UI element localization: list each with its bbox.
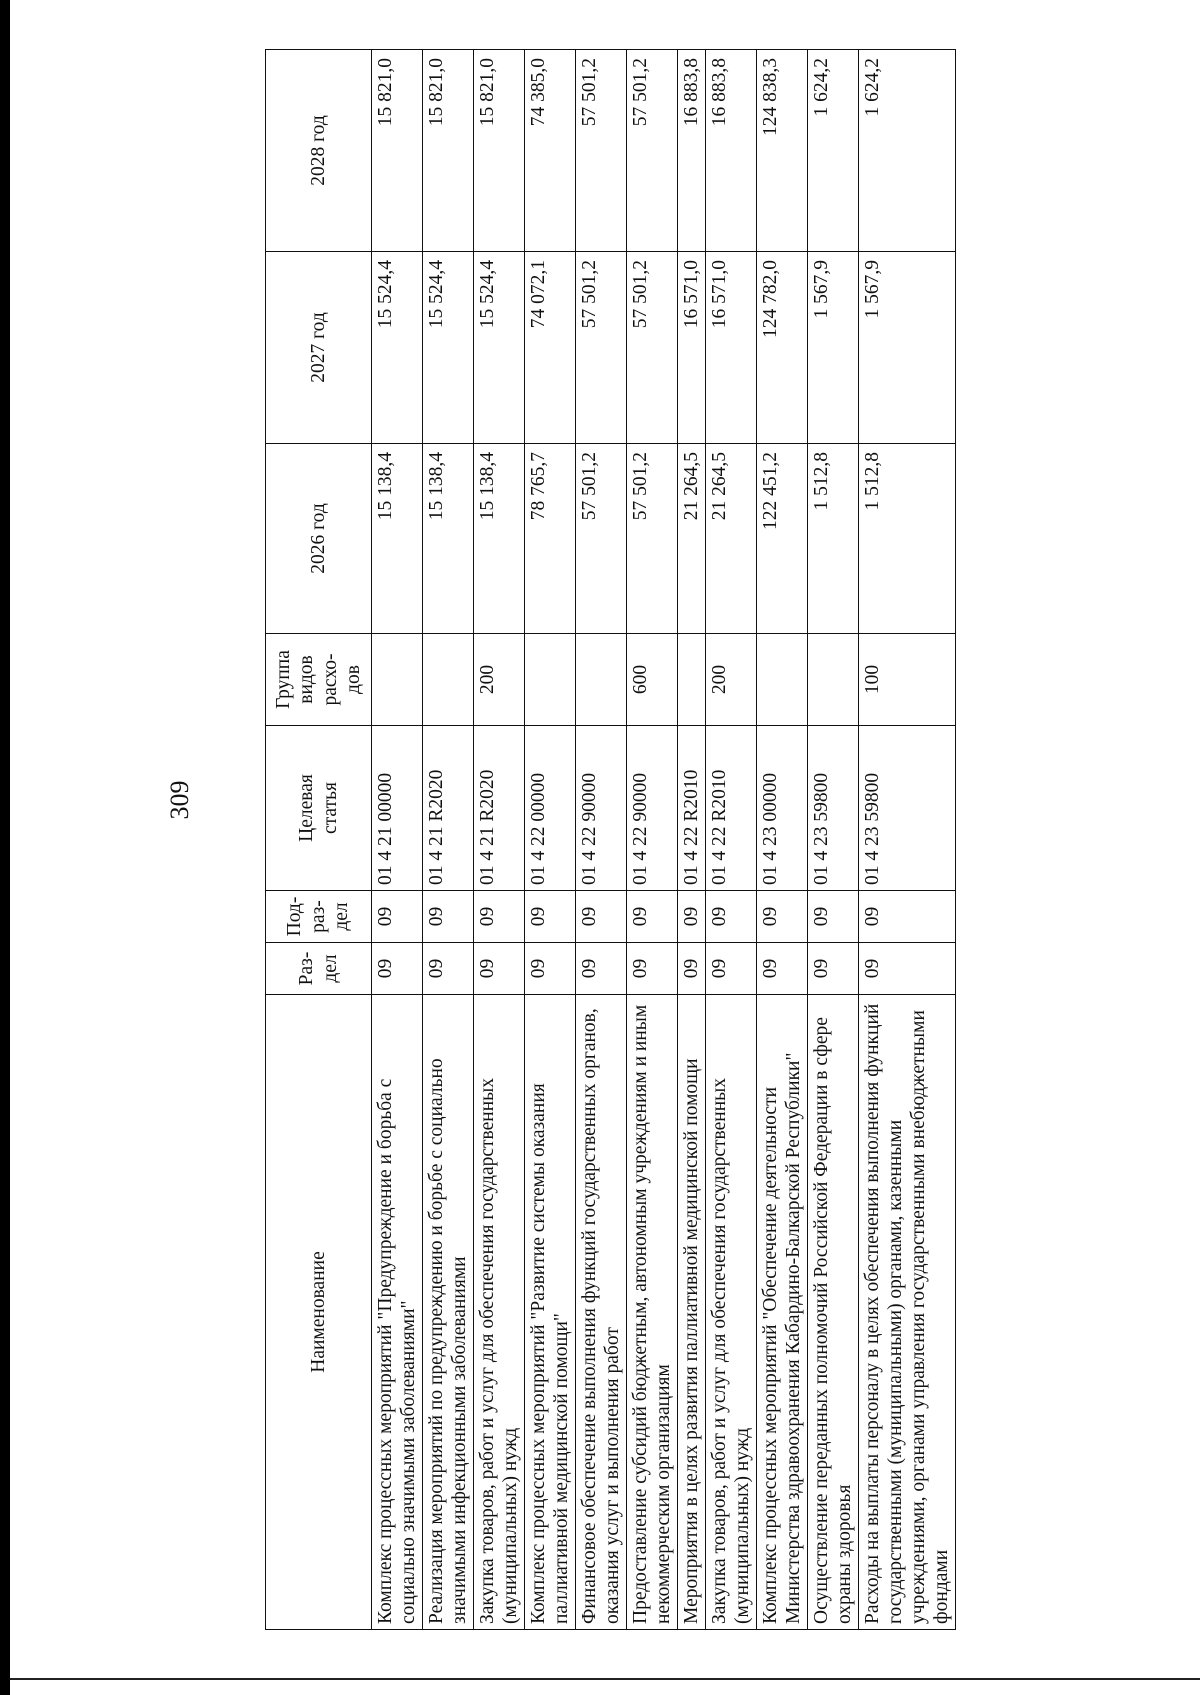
cell-2028: 57 501,2 (627, 50, 678, 252)
cell-2026: 78 765,7 (525, 444, 576, 634)
budget-table (265, 49, 956, 1630)
cell-2027: 124 782,0 (757, 252, 808, 444)
cell-gruppa (576, 634, 627, 726)
cell-podrazdel: 09 (859, 891, 956, 943)
rotated-page (145, 50, 1145, 1630)
cell-2028: 16 883,8 (706, 50, 757, 252)
table-row (627, 50, 678, 1630)
cell-razdel: 09 (525, 943, 576, 995)
cell-2027: 15 524,4 (372, 252, 423, 444)
cell-2026: 21 264,5 (678, 444, 706, 634)
cell-2028: 15 821,0 (372, 50, 423, 252)
cell-razdel: 09 (474, 943, 525, 995)
cell-razdel: 09 (576, 943, 627, 995)
cell-razdel: 09 (859, 943, 956, 995)
cell-2028: 57 501,2 (576, 50, 627, 252)
cell-2027: 57 501,2 (576, 252, 627, 444)
cell-2027: 1 567,9 (808, 252, 859, 444)
cell-razdel: 09 (423, 943, 474, 995)
table-row (525, 50, 576, 1630)
cell-2026: 21 264,5 (706, 444, 757, 634)
header-2028: 2028 год (266, 50, 372, 252)
table-row (757, 50, 808, 1630)
cell-razdel: 09 (808, 943, 859, 995)
table-row (576, 50, 627, 1630)
cell-2028: 74 385,0 (525, 50, 576, 252)
cell-2028: 1 624,2 (859, 50, 956, 252)
cell-2026: 1 512,8 (859, 444, 956, 634)
cell-podrazdel: 09 (706, 891, 757, 943)
cell-tselevaya: 01 4 23 59800 (859, 726, 956, 891)
cell-gruppa (423, 634, 474, 726)
header-razdel: Раз- дел (266, 943, 372, 995)
cell-razdel: 09 (757, 943, 808, 995)
cell-gruppa (678, 634, 706, 726)
cell-tselevaya: 01 4 23 59800 (808, 726, 859, 891)
cell-tselevaya: 01 4 22 90000 (627, 726, 678, 891)
cell-2027: 1 567,9 (859, 252, 956, 444)
page-number: 309 (165, 780, 194, 820)
cell-gruppa: 200 (706, 634, 757, 726)
table-row (706, 50, 757, 1630)
cell-2027: 15 524,4 (423, 252, 474, 444)
cell-2026: 1 512,8 (808, 444, 859, 634)
cell-2028: 124 838,3 (757, 50, 808, 252)
cell-tselevaya: 01 4 22 R2010 (678, 726, 706, 891)
cell-2026: 15 138,4 (372, 444, 423, 634)
scan-line (10, 1678, 1200, 1680)
cell-gruppa: 600 (627, 634, 678, 726)
cell-2027: 74 072,1 (525, 252, 576, 444)
cell-name: Предоставление субсидий бюджетным, автономным учреждениям и иным некоммерческим организациям (627, 995, 678, 1630)
cell-name: Мероприятия в целях развития паллиативной медицинской помощи (678, 995, 706, 1630)
cell-2028: 15 821,0 (474, 50, 525, 252)
header-gruppa: Группа видов расхо- дов (266, 634, 372, 726)
table-row (808, 50, 859, 1630)
table-row (372, 50, 423, 1630)
cell-podrazdel: 09 (525, 891, 576, 943)
cell-razdel: 09 (706, 943, 757, 995)
cell-tselevaya: 01 4 21 R2020 (423, 726, 474, 891)
cell-gruppa (372, 634, 423, 726)
cell-name: Комплекс процессных мероприятий "Обеспечение деятельности Министерства здравоохранения Кабардино-Балкарской Республики" (757, 995, 808, 1630)
cell-2026: 57 501,2 (576, 444, 627, 634)
cell-2027: 16 571,0 (678, 252, 706, 444)
cell-name: Комплекс процессных мероприятий "Развитие системы оказания паллиативной медицинской помощи" (525, 995, 576, 1630)
cell-razdel: 09 (627, 943, 678, 995)
table-row (423, 50, 474, 1630)
cell-gruppa: 100 (859, 634, 956, 726)
table-row (474, 50, 525, 1630)
cell-tselevaya: 01 4 22 90000 (576, 726, 627, 891)
scan-edge (0, 0, 10, 1695)
header-name: Наименование (266, 995, 372, 1630)
cell-podrazdel: 09 (423, 891, 474, 943)
cell-2027: 57 501,2 (627, 252, 678, 444)
cell-2026: 15 138,4 (474, 444, 525, 634)
cell-2027: 15 524,4 (474, 252, 525, 444)
cell-2027: 16 571,0 (706, 252, 757, 444)
cell-podrazdel: 09 (627, 891, 678, 943)
cell-2026: 15 138,4 (423, 444, 474, 634)
cell-podrazdel: 09 (678, 891, 706, 943)
table-header-row (266, 50, 372, 1630)
cell-gruppa: 200 (474, 634, 525, 726)
cell-name: Комплекс процессных мероприятий "Предупреждение и борьба с социально значимыми заболеваниями" (372, 995, 423, 1630)
cell-name: Закупка товаров, работ и услуг для обеспечения государственных (муниципальных) нужд (706, 995, 757, 1630)
cell-tselevaya: 01 4 21 00000 (372, 726, 423, 891)
cell-tselevaya: 01 4 22 00000 (525, 726, 576, 891)
header-tselevaya: Целевая статья (266, 726, 372, 891)
cell-podrazdel: 09 (757, 891, 808, 943)
cell-gruppa (757, 634, 808, 726)
cell-podrazdel: 09 (808, 891, 859, 943)
cell-name: Закупка товаров, работ и услуг для обеспечения государственных (муниципальных) нужд (474, 995, 525, 1630)
cell-2026: 57 501,2 (627, 444, 678, 634)
cell-razdel: 09 (372, 943, 423, 995)
cell-name: Реализация мероприятий по предупреждению и борьбе с социально значимыми инфекционными заболеваниями (423, 995, 474, 1630)
cell-podrazdel: 09 (576, 891, 627, 943)
header-2026: 2026 год (266, 444, 372, 634)
cell-gruppa (525, 634, 576, 726)
cell-podrazdel: 09 (372, 891, 423, 943)
cell-gruppa (808, 634, 859, 726)
cell-podrazdel: 09 (474, 891, 525, 943)
header-podrazdel: Под- раз- дел (266, 891, 372, 943)
cell-name: Расходы на выплаты персоналу в целях обеспечения выполнения функций государственными (муниципальными) органами, казенными учреждениями, органами управления государственными внебюджетными фондами (859, 995, 956, 1630)
cell-name: Осуществление переданных полномочий Российской Федерации в сфере охраны здоровья (808, 995, 859, 1630)
cell-2028: 15 821,0 (423, 50, 474, 252)
cell-tselevaya: 01 4 23 00000 (757, 726, 808, 891)
cell-2028: 1 624,2 (808, 50, 859, 252)
cell-razdel: 09 (678, 943, 706, 995)
cell-tselevaya: 01 4 22 R2010 (706, 726, 757, 891)
cell-tselevaya: 01 4 21 R2020 (474, 726, 525, 891)
cell-name: Финансовое обеспечение выполнения функций государственных органов, оказания услуг и выполнения работ (576, 995, 627, 1630)
cell-2026: 122 451,2 (757, 444, 808, 634)
table-row (859, 50, 956, 1630)
table-row (678, 50, 706, 1630)
cell-2028: 16 883,8 (678, 50, 706, 252)
header-2027: 2027 год (266, 252, 372, 444)
